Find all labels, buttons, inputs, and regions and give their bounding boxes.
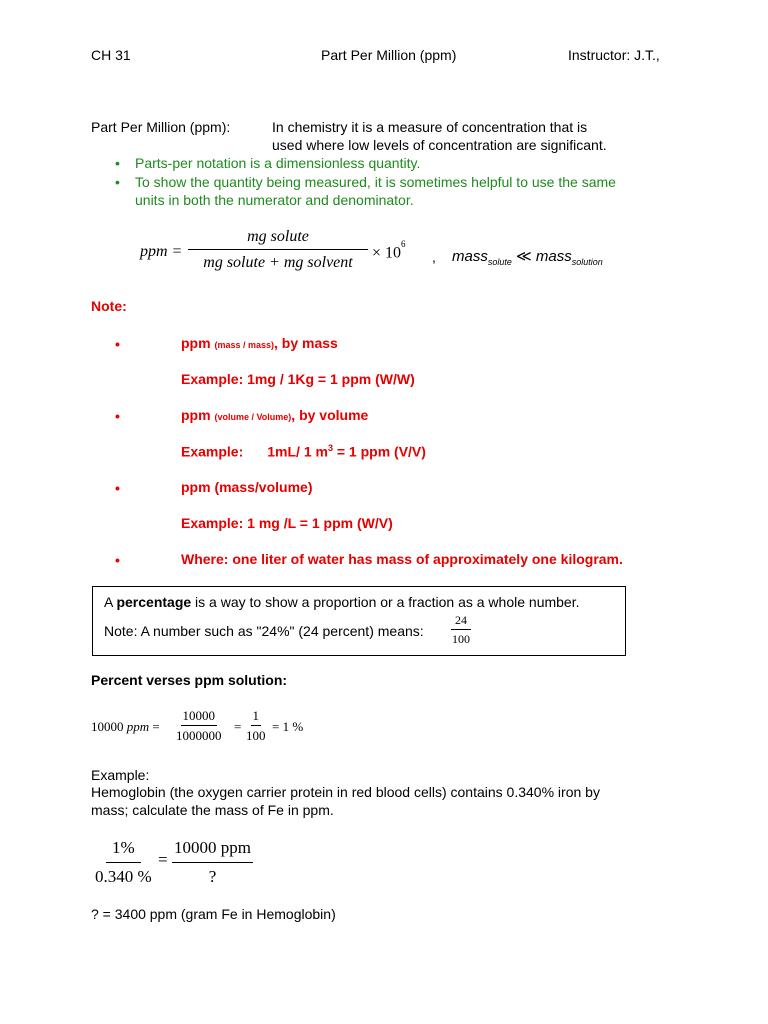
bullet-icon: •	[115, 174, 120, 190]
bullet-icon: •	[115, 336, 120, 352]
percent-vs-ppm-fraction2: $\frac{1}{100}$	[246, 708, 266, 743]
percentage-note: Note: A number such as "24%" (24 percent) means:	[104, 623, 424, 639]
note-example-mass: Example: 1mg / 1Kg = 1 ppm (W/W)	[181, 371, 415, 387]
intro-bullet1: Parts-per notation is a dimensionless quantity.	[135, 155, 421, 171]
percent-vs-ppm-result: = 1 %	[272, 719, 304, 734]
note-item-volume: ppm (volume / Volume), by volume	[181, 407, 369, 423]
note-item-water: Where: one liter of water has mass of approximately one kilogram.	[181, 551, 623, 567]
bullet-icon: •	[115, 552, 120, 568]
header-chapter: CH 31	[91, 47, 131, 63]
formula-lhs: ppm =	[140, 243, 183, 260]
note-item-mass-volume: ppm (mass/volume)	[181, 479, 313, 495]
example-line2: mass; calculate the mass of Fe in ppm.	[91, 802, 334, 818]
bullet-icon: •	[115, 408, 120, 424]
example-eq: =	[158, 850, 168, 869]
header-instructor: Instructor: J.T.,	[568, 47, 660, 63]
percent-vs-ppm-heading: Percent verses ppm solution:	[91, 672, 288, 688]
intro-definition-line2: used where low levels of concentration are significant.	[272, 137, 607, 153]
formula-numerator: mg solute	[188, 228, 368, 250]
bullet-icon: •	[115, 480, 120, 496]
intro-term: Part Per Million (ppm):	[91, 119, 231, 135]
note-example-volume: Example: 1mL/ 1 $m^3 = 1$ ppm (V/V)	[181, 443, 426, 460]
percentage-fraction: $\frac{24}{100}$	[452, 613, 470, 646]
example-fraction2: $\frac{\text{10000 ppm}}{?}$	[174, 838, 251, 886]
note-example-mass-volume: Example: 1 mg /L = 1 ppm (W/V)	[181, 515, 393, 531]
bullet-icon: •	[115, 155, 120, 171]
percent-vs-ppm-eq: =	[234, 719, 242, 734]
example-fraction1: $\frac{1\%}{0.340 \%}$	[95, 838, 152, 886]
note-item-mass: ppm (mass / mass), by mass	[181, 335, 338, 351]
formula-fraction	[188, 228, 368, 272]
intro-bullet2-line1: To show the quantity being measured, it is sometimes helpful to use the same	[135, 174, 616, 190]
percent-vs-ppm-lhs: 10000 ppm =	[91, 719, 160, 734]
formula-denominator: mg solute + mg solvent	[203, 254, 353, 271]
header-title: Part Per Million (ppm)	[321, 47, 457, 63]
percent-vs-ppm-fraction1: $\frac{10000}{1000000}$	[176, 708, 222, 743]
percentage-definition: A percentage is a way to show a proportion or a fraction as a whole number.	[104, 594, 580, 610]
intro-definition-line1: In chemistry it is a measure of concentration that is	[272, 119, 588, 135]
example-line1: Hemoglobin (the oxygen carrier protein in red blood cells) contains 0.340% iron by	[91, 784, 600, 800]
formula-comma: ,	[432, 249, 436, 265]
intro-bullet2-line2: units in both the numerator and denominator.	[135, 192, 414, 208]
example-answer: ? = 3400 ppm (gram Fe in Hemoglobin)	[91, 906, 336, 922]
mass-relation: mass$_{solute}$ ≪ mass$_{solution}$	[452, 248, 603, 267]
formula-multiplier: × $10^6$	[372, 239, 406, 262]
example-label: Example:	[91, 767, 150, 783]
note-heading: Note:	[91, 298, 127, 314]
